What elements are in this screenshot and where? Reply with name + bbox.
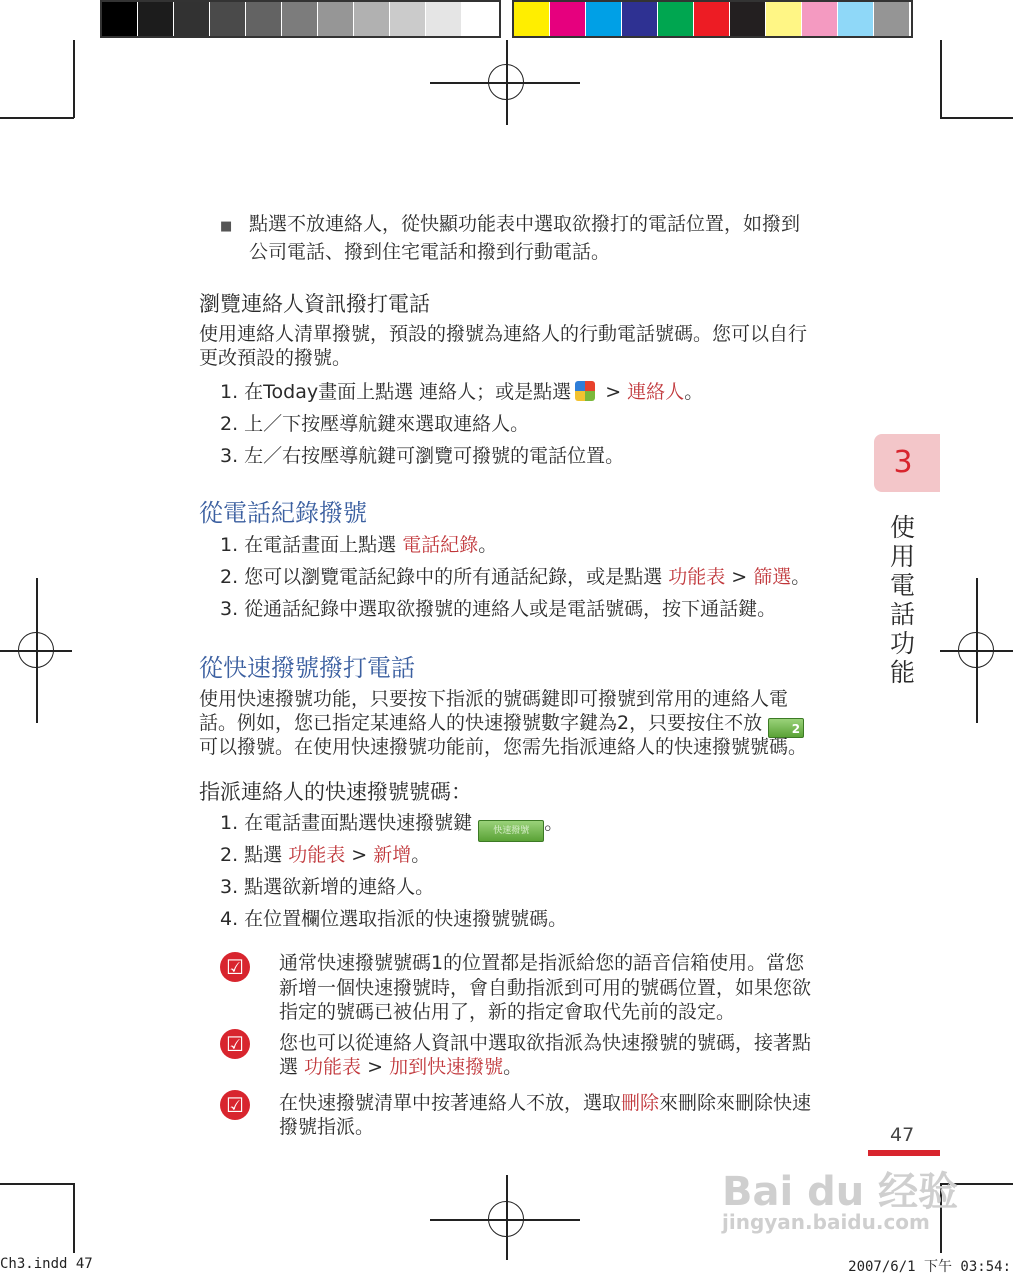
- baidu-watermark-logo: Bai du 经验: [722, 1169, 959, 1215]
- crop-mark: [0, 1183, 74, 1185]
- note-check-icon: ☑: [220, 1090, 250, 1120]
- intro-bullet-line1: 點選不放連絡人，從快顯功能表中選取欲撥打的電話位置，如撥到: [249, 213, 801, 235]
- color-swatch: [354, 2, 389, 36]
- number-key-2-icon: 2: [768, 718, 804, 738]
- crop-mark: [940, 40, 942, 118]
- bullet-marker: ■: [220, 219, 233, 234]
- color-swatch: [766, 2, 801, 36]
- color-swatch: [462, 2, 497, 36]
- chapter-title-char: 電: [890, 571, 916, 600]
- color-swatch: [586, 2, 621, 36]
- menu-link: 功能表: [668, 566, 726, 588]
- speed-dial-paragraph-line2: 話。例如，您已指定某連絡人的快速撥號數字鍵為2，只要按住不放 2: [199, 711, 804, 738]
- menu-link: 功能表: [288, 844, 346, 866]
- note-check-icon: ☑: [220, 1029, 250, 1059]
- call-log-step-2: 2. 您可以瀏覽電話紀錄中的所有通話紀錄，或是點選 功能表 > 篩選。: [220, 566, 811, 588]
- browse-paragraph-line2: 更改預設的撥號。: [199, 347, 352, 369]
- chapter-title-char: 話: [890, 600, 916, 629]
- note1-line1: 通常快速撥號號碼1的位置都是指派給您的語音信箱使用。當您: [279, 952, 805, 974]
- note3-line1: 在快速撥號清單中按著連絡人不放，選取刪除來刪除來刪除快速: [279, 1092, 812, 1114]
- browse-section-title: 瀏覽連絡人資訊撥打電話: [199, 292, 430, 316]
- page-number: 47: [890, 1124, 915, 1146]
- footer-file-info: Ch3.indd 47: [0, 1256, 93, 1272]
- color-swatch: [138, 2, 173, 36]
- speed-dial-paragraph-line1: 使用快速撥號功能，只要按下指派的號碼鍵即可撥號到常用的連絡人電: [199, 688, 789, 710]
- call-log-section-title: 從電話紀錄撥號: [199, 499, 367, 527]
- crop-mark: [73, 40, 75, 118]
- crop-mark: [73, 1183, 75, 1253]
- filter-link: 篩選: [753, 566, 792, 588]
- crop-mark: [940, 117, 1013, 119]
- note1-line2: 新增一個快速撥號時，會自動指派到可用的號碼位置，如果您欲: [279, 977, 812, 999]
- color-swatch: [174, 2, 209, 36]
- add-to-speed-dial-link: 加到快速撥號: [389, 1056, 504, 1078]
- assign-step-2: 2. 點選 功能表 > 新增。: [220, 844, 431, 866]
- contacts-link: 連絡人: [627, 381, 685, 403]
- color-swatch: [874, 2, 909, 36]
- page-number-underline: [868, 1150, 940, 1156]
- call-log-step-1: 1. 在電話畫面上點選 電話紀錄。: [220, 534, 498, 556]
- color-swatch: [246, 2, 281, 36]
- color-swatch: [210, 2, 245, 36]
- speed-dial-softkey-icon: 快速撥號: [478, 820, 544, 842]
- chapter-title-char: 功: [890, 629, 916, 658]
- color-swatch: [694, 2, 729, 36]
- color-swatch: [318, 2, 353, 36]
- note2-line2: 選 功能表 > 加到快速撥號。: [279, 1056, 523, 1078]
- chapter-title-char: 用: [890, 542, 916, 571]
- call-log-step-3: 3. 從通話紀錄中選取欲撥號的連絡人或是電話號碼，按下通話鍵。: [220, 598, 777, 620]
- color-swatch: [838, 2, 873, 36]
- color-swatch: [102, 2, 137, 36]
- menu-link: 功能表: [304, 1056, 362, 1078]
- note-check-icon: ☑: [220, 952, 250, 982]
- browse-step-3: 3. 左／右按壓導航鍵可瀏覽可撥號的電話位置。: [220, 445, 625, 467]
- chapter-title-char: 使: [890, 513, 916, 542]
- note2-line1: 您也可以從連絡人資訊中選取欲指派為快速撥號的號碼，接著點: [279, 1032, 812, 1054]
- new-link: 新增: [373, 844, 412, 866]
- footer-timestamp: 2007/6/1 下午 03:54:: [848, 1259, 1011, 1275]
- speed-dial-section-title: 從快速撥號撥打電話: [199, 654, 415, 682]
- browse-paragraph-line1: 使用連絡人清單撥號，預設的撥號為連絡人的行動電話號碼。您可以自行: [199, 323, 808, 345]
- crop-mark: [0, 117, 74, 119]
- call-history-link: 電話紀錄: [402, 534, 479, 556]
- baidu-watermark-url: jingyan.baidu.com: [722, 1210, 930, 1234]
- color-swatch: [390, 2, 425, 36]
- assign-step-1: 1. 在電話畫面點選快速撥號鍵 快速撥號 。: [220, 811, 563, 842]
- intro-bullet-line2: 公司電話、撥到住宅電話和撥到行動電話。: [249, 241, 611, 263]
- note1-line3: 指定的號碼已被佔用了，新的指定會取代先前的設定。: [279, 1001, 736, 1023]
- assign-step-4: 4. 在位置欄位選取指派的快速撥號號碼。: [220, 908, 568, 930]
- browse-step-1-text: 1. 在Today畫面上點選 連絡人；或是點選: [220, 381, 572, 403]
- color-swatch: [730, 2, 765, 36]
- color-swatch: [658, 2, 693, 36]
- speed-dial-paragraph-line3: 可以撥號。在使用快速撥號功能前，您需先指派連絡人的快速撥號號碼。: [199, 736, 808, 758]
- color-swatch: [550, 2, 585, 36]
- chapter-tab: 3: [874, 434, 940, 492]
- windows-start-icon: [575, 381, 595, 401]
- chapter-title-char: 能: [890, 658, 916, 687]
- delete-link: 刪除: [621, 1092, 660, 1114]
- color-swatch: [514, 2, 549, 36]
- color-swatch: [426, 2, 461, 36]
- browse-step-2: 2. 上／下按壓導航鍵來選取連絡人。: [220, 413, 530, 435]
- assign-speed-dial-title: 指派連絡人的快速撥號號碼：: [199, 780, 472, 804]
- browse-step-1: 1. 在Today畫面上點選 連絡人；或是點選 > 連絡人。: [220, 381, 704, 403]
- note3-line2: 撥號指派。: [279, 1116, 375, 1138]
- color-swatch: [282, 2, 317, 36]
- assign-step-3: 3. 點選欲新增的連絡人。: [220, 876, 435, 898]
- color-swatch: [802, 2, 837, 36]
- color-swatch: [622, 2, 657, 36]
